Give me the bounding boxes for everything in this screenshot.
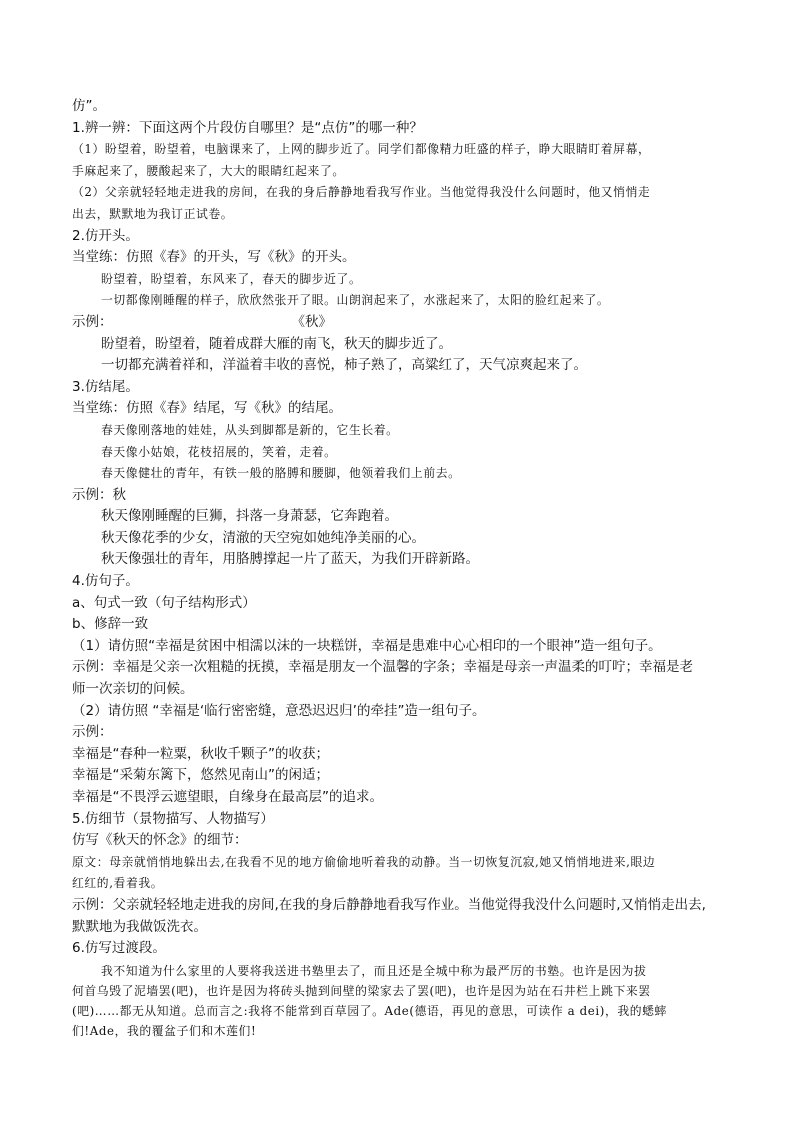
example-label: 示例：秋: [72, 486, 126, 503]
section-heading: 6.仿写过渡段。: [72, 940, 166, 957]
example-text: 幸福是“春种一粒粟，秋收千颗子”的收获；: [72, 745, 329, 762]
example-text: 默默地为我做饭洗衣。: [72, 918, 207, 935]
example-text: 出去，默默地为我订正试卷。: [72, 206, 234, 221]
example-text: 秋天像强壮的青年，用胳膊撑起一片了蓝天，为我们开辟新路。: [101, 551, 479, 568]
section-heading: 2.仿开头。: [72, 227, 139, 244]
source-text: 盼望着，盼望着，东风来了，春天的脚步近了。: [101, 271, 362, 286]
source-text: 春天像健壮的青年，有铁一般的胳膊和腰脚，他领着我们上前去。: [101, 466, 461, 481]
example-label: 示例：: [72, 724, 113, 741]
example-text: 盼望着，盼望着，随着成群大雁的南飞，秋天的脚步近了。: [101, 335, 452, 352]
source-text: 原文：母亲就悄悄地躲出去,在我看不见的地方偷偷地听着我的动静。当一切恢复沉寂,她又悄悄地进来,眼边: [72, 854, 656, 869]
example-text: 示例：父亲就轻轻地走进我的房间,在我的身后静静地看我写作业。当他觉得我没什么问题时,又悄悄走出去,: [72, 896, 706, 913]
example-text: 幸福是“不畏浮云遮望眼，自缘身在最高层”的追求。: [72, 789, 383, 805]
example-text: 秋天像花季的少女，清澈的天空宛如她纯净美丽的心。: [101, 529, 425, 546]
example-text: 一切都充满着祥和，洋溢着丰收的喜悦，柿子熟了，高粱红了，天气凉爽起来了。: [101, 357, 587, 374]
exercise-prompt: 当堂练：仿照《春》结尾，写《秋》的结尾。: [72, 400, 342, 417]
example-text: （2）父亲就轻轻地走进我的房间，在我的身后静静地看我写作业。当他觉得我没什么问题时，他又悄悄走: [72, 185, 651, 200]
example-text: 幸福是“采菊东篱下，悠然见南山”的闲适；: [72, 767, 329, 784]
source-text: 春天像小姑娘，花枝招展的，笑着，走着。: [101, 444, 337, 459]
exercise-prompt: （2）请仿照 “幸福是‘临行密密缝，意恐迟迟归’的牵挂”造一组句子。: [72, 702, 486, 719]
source-text: (吧)……都无从知道。总而言之:我将不能常到百草园了。Ade(德语，再见的意思，可读作 a dei)，我的蟋蟀: [72, 1003, 667, 1018]
example-line: [72, 312, 736, 334]
example-text: 示例：幸福是父亲一次粗糙的抚摸，幸福是朋友一个温馨的字条；幸福是母亲一声温柔的叮咛；幸福是老: [72, 659, 693, 676]
example-text: 师一次亲切的问候。: [72, 681, 194, 698]
example-label: 示例：: [72, 313, 113, 330]
source-text: 一切都像刚睡醒的样子，欣欣然张开了眼。山朗润起来了，水涨起来了，太阳的脸红起来了。: [101, 293, 610, 308]
section-heading: 4.仿句子。: [72, 573, 139, 590]
example-title: 《秋》: [291, 313, 332, 330]
source-text: 春天像刚落地的娃娃，从头到脚都是新的，它生长着。: [101, 422, 399, 437]
source-text: 何首乌毁了泥墙罢(吧)，也许是因为将砖头抛到间壁的梁家去了罢(吧)，也许是因为站在石井栏上跳下来罢: [72, 983, 651, 998]
exercise-prompt: 当堂练：仿照《春》的开头，写《秋》的开头。: [72, 249, 356, 266]
source-text: 我不知道为什么家里的人要将我送进书塾里去了，而且还是全城中称为最严厉的书塾。也许是因为拔: [101, 963, 647, 978]
text-line: a、句式一致（句子结构形式）: [72, 594, 256, 611]
text-line: 仿”。: [72, 98, 106, 114]
example-text: 手麻起来了，腰酸起来了，大大的眼睛红起来了。: [72, 163, 345, 178]
question-heading: 1.辨一辨：下面这两个片段仿自哪里？是“点仿”的哪一种？: [72, 119, 423, 136]
exercise-prompt: 仿写《秋天的怀念》的细节：: [72, 832, 248, 849]
source-text: 红红的,看着我。: [72, 876, 164, 891]
example-text: 秋天像刚睡醒的巨狮，抖落一身萧瑟，它奔跑着。: [101, 508, 398, 525]
exercise-prompt: （1）请仿照“幸福是贫困中相濡以沫的一块糕饼，幸福是患难中心心相印的一个眼神”造一组句子。: [72, 637, 662, 654]
example-text: （1）盼望着，盼望着，电脑课来了，上网的脚步近了。同学们都像精力旺盛的样子，睁大眼睛盯着屏幕，: [72, 142, 651, 157]
source-text: 们!Ade，我的覆盆子们和木莲们!: [72, 1023, 257, 1038]
section-heading: 3.仿结尾。: [72, 378, 139, 395]
text-line: b、修辞一致: [72, 616, 149, 633]
section-heading: 5.仿细节（景物描写、人物描写）: [72, 810, 274, 827]
